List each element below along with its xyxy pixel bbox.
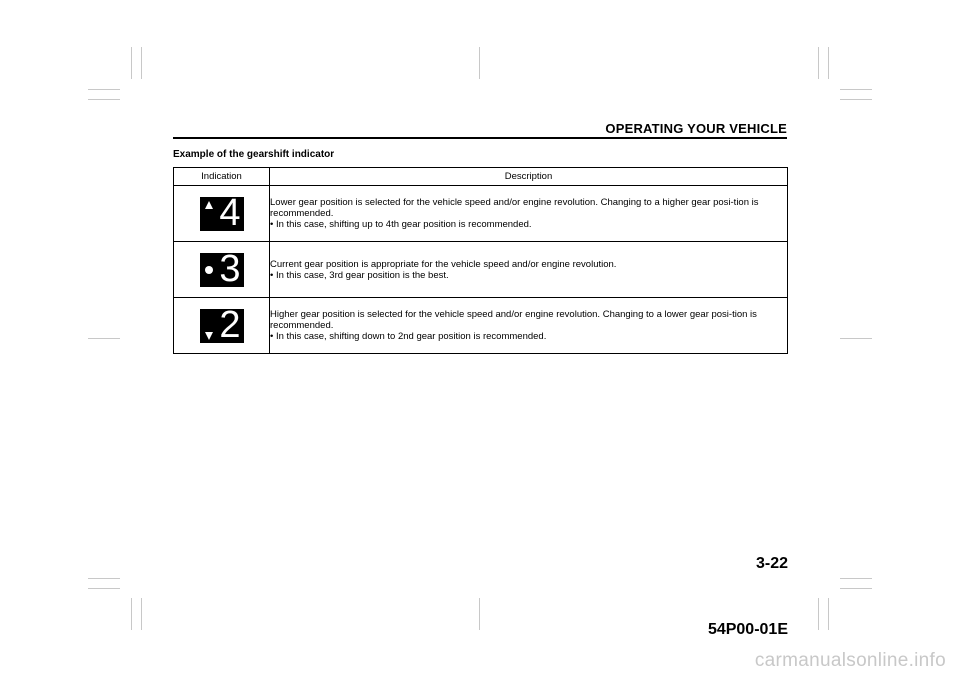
gearshift-indicator-table: [173, 167, 788, 354]
table-row: [174, 242, 788, 298]
gear-indicator-downshift-icon: [200, 303, 244, 346]
crop-mark: [840, 99, 872, 100]
crop-mark: [88, 578, 120, 579]
crop-mark: [141, 598, 142, 630]
crop-mark: [828, 598, 829, 630]
gear-number: 4: [219, 191, 241, 234]
crop-mark: [479, 598, 480, 630]
column-header-description: Description: [270, 168, 788, 186]
dot-icon: [205, 266, 213, 274]
description-bullet: • In this case, shifting up to 4th gear position is recommended.: [270, 219, 532, 230]
gear-number: 2: [219, 303, 241, 346]
table-header-row: [174, 168, 788, 186]
crop-mark: [840, 89, 872, 90]
crop-mark: [840, 588, 872, 589]
description-bullet: • In this case, shifting down to 2nd gear position is recommended.: [270, 331, 547, 342]
description-text: Lower gear position is selected for the vehicle speed and/or engine revolution. Changing to a higher gear posi-tion is recommended.: [270, 197, 759, 219]
gear-indicator-upshift-icon: [200, 191, 244, 234]
description-cell: [270, 298, 788, 354]
gear-indicator-current-icon: [200, 247, 244, 290]
indication-cell: [174, 242, 270, 298]
crop-mark: [88, 338, 120, 339]
table-row: [174, 298, 788, 354]
arrow-down-icon: [205, 332, 213, 340]
table-row: [174, 186, 788, 242]
document-code: 54P00-01E: [707, 621, 788, 638]
description-cell: [270, 186, 788, 242]
description-bullet: • In this case, 3rd gear position is the best.: [270, 269, 449, 281]
description-text: Higher gear position is selected for the vehicle speed and/or engine revolution. Changing to a lower gear posi-tion is recommended.: [270, 309, 757, 331]
header-rule: [173, 137, 787, 139]
watermark-text: carmanualsonline.info: [754, 650, 946, 671]
crop-mark: [828, 47, 829, 79]
section-title: Example of the gearshift indicator: [173, 149, 335, 160]
crop-mark: [818, 47, 819, 79]
column-header-indication: Indication: [174, 168, 270, 186]
gear-number: 3: [219, 247, 241, 290]
crop-mark: [141, 47, 142, 79]
crop-mark: [479, 47, 480, 79]
crop-mark: [818, 598, 819, 630]
crop-mark: [840, 578, 872, 579]
indication-cell: [174, 298, 270, 354]
crop-mark: [88, 89, 120, 90]
description-text: Current gear position is appropriate for the vehicle speed and/or engine revolution.: [270, 258, 617, 270]
page-header-title: OPERATING YOUR VEHICLE: [605, 121, 787, 136]
crop-mark: [131, 47, 132, 79]
crop-mark: [88, 588, 120, 589]
arrow-up-icon: [205, 201, 213, 209]
crop-mark: [840, 338, 872, 339]
page-number: 3-22: [755, 555, 788, 572]
crop-mark: [88, 99, 120, 100]
description-cell: [270, 242, 788, 298]
crop-mark: [131, 598, 132, 630]
indication-cell: [174, 186, 270, 242]
